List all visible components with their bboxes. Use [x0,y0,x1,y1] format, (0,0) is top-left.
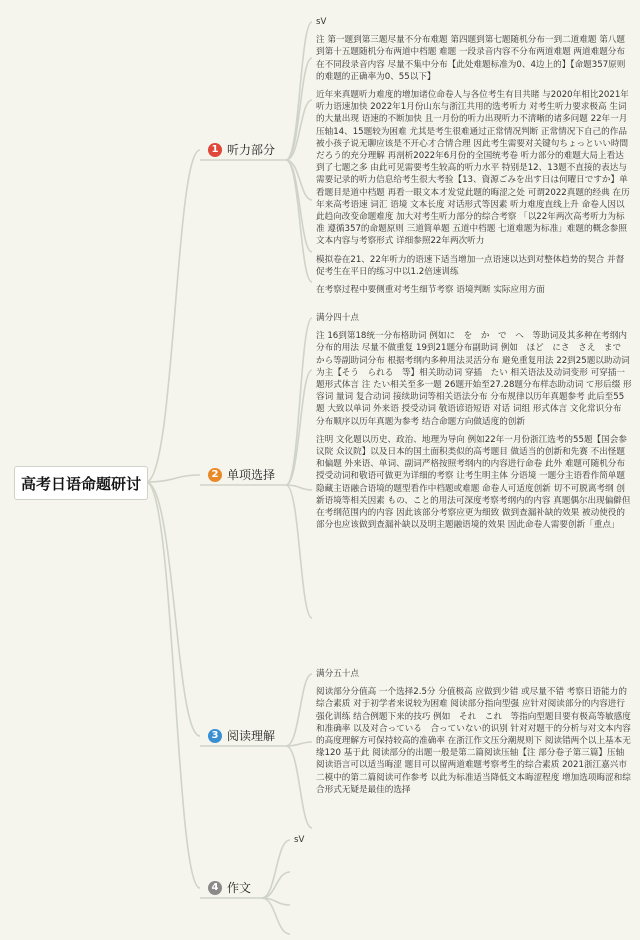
branch-number-badge: 1 [208,143,222,157]
note-text: 模拟卷在21、22年听力的语速下适当增加一点语速以达到对整体趋势的契合 并督促考生在平日的练习中以1.2倍速训练 [316,254,625,277]
branch-number-badge: 4 [208,881,222,895]
note-text: 注 16到第18统一分布格助词 例如に を か で へ 等助词及其多种在考纲内分布的用法 尽量不做重复 19到21题分布副助词 例如 ほど にさ さえ まで から等副助词分布 根据考纲内多种用法灵活分布 避免重复用法 22到25题以助动词为主【そう られる 等】相关助动词 穿插 たい 相关语法及动词变形 可穿插一题形式体言 注 たい相关至多一题 26题开始至27.28题分布样态助动词 て形后缀 形容词 量词 复合动词 接续助词等相关语法分布 分布规律以历年真题参考 此后至55题 大致以单词 外来语 授受动词 敬语谚语短语 对话 词组 形式体言 文化常识分布 分布顺序以历年真题为参考 结合命题方向做适度的创新 [316,331,632,427]
link-root-listening [146,150,200,482]
branch-reading[interactable] [208,727,275,744]
note-text: 注 第一题到第三题尽量不分布难题 第四题到第七题随机分布一到二道难题 第八题到第十五题随机分布两道中档题 难题 一段录音内容不分布两道难题 两道难题分布在不同段录音内容 尽量不集中分布【此处难题标准为0、4边上的】【命题357原则的难题的正确率为0、55以下】 [316,35,626,82]
note-text: 满分四十点 [316,313,359,323]
branch-number-badge: 2 [208,468,222,482]
note-text: 满分五十点 [316,669,359,679]
link-root-reading [146,482,200,736]
link-root-essay [146,482,200,888]
root-topic[interactable] [14,466,148,500]
note-text: sV [294,835,305,845]
root-title: 高考日语命题研讨 [20,474,141,493]
note-text: 注明 文化题以历史、政治、地理为导向 例如22年一月份浙江选考的55题【国会参议院 众议院】以及日本的国土面积类似的高考题目 做适当的创新和先赛 不出怪题和偏题 外来语、单词、副词严格按照考纲内的内容进行命卷 此外 难题可随机分布 授受动词和敬语可做更为详细的考察 让考生明主体 分语境 一题分主语看作简单题 隐藏主语融合语境的题型看作中档题或难题 命卷人可适度创新 切不可脱离考纲 创新语境等相关因素 もの、こと的用法可深度考察考纲内的内容 真题偶尔出现偏僻但在考纲范围内的内容 因此该部分考察应更为细致 做到查漏补缺的效果 被动使役的部分也应该做到查漏补缺以及明主题融语境的效果 因此命卷人需要创新「重点」 [316,434,631,531]
note-text: 在考察过程中要侧重对考生细节考察 语境判断 实际应用方面 [316,285,545,296]
branch-label: 听力部分 [227,143,276,157]
branch-label: 阅读理解 [227,729,276,743]
essay-notes [294,834,494,852]
link-root-choice [146,475,200,482]
branch-label: 作文 [227,881,252,895]
branch-essay[interactable] [208,879,251,896]
note-text: 近年来真题听力难度的增加诸位命卷人与各位考生有目共睹 与2020年相比2021年听力语速加快 2022年1月份山东与浙江共用的选考听力 对考生听力要求极高 生词的大量出现 语速的不断加快 且一月份的听力出现听力不清晰的诸多问题 22年一月压轴14、15题较为困难 尤其是考生很难通过正常情况判断 正常情况下自己的作品被小孩子说无聊应该是不开心才合情合理 因此考生需要对关键句ちょっといい時間だろう的充分理解 再剖析2022年6月份的全国统考卷 听力部分的难题大局上看达到了七题之多 由此可见需要考生较高的听力水平 特别是12、13题不直接的表达与需要记录的听力信息给考生很大考验【13、資源ごみを出す日は何曜日ですか】单看题目是道中档题 再看一眼文本才发觉此题的晦涩之处 可谓2022真题的经典 在历年来高考语速 词汇 语境 文本长度 对话形式等因素 听力难度直线上升 命卷人因以此趋向改变命题难度 加大对考生听力部分的综合考察 「以22年两次高考听力为标准 遵循357的命题原则 三道简单题 五道中档题 七道难题为标准」难题的概念参照文本内容与考察形式 详细参照22年两次听力 [316,90,630,247]
note-text: 阅读部分分值高 一个选择2.5分 分值极高 应做到少错 或尽量不错 考察日语能力的综合素质 对于初学者来说较为困难 阅读部分指向型强 应针对阅读部分的内容进行强化训练 结合例题下来的技巧 例如 それ これ 等指向型题目要有极高等敏感度和准确率 以及对合っている 合っていない的识别 针对对题干的分析与对文本内容的高度理解方可保持较高的准确率 在浙江作文压分潮规则下 阅读错两个以上基本无缘120 基于此 阅读部分的出题一般是第二篇阅读压轴【注 部分卷子第三篇】压轴阅读语言可以适当晦涩 题目可以留两道难题考察考生的综合素质 2021浙江嘉兴市二模中的第二篇阅读可作参考 以此为标准适当降低文本晦涩程度 增加选项晦涩和综合形式无疑是最佳的选择 [316,687,631,795]
branch-single-choice[interactable] [208,466,275,483]
branch-listening[interactable] [208,141,275,158]
branch-label: 单项选择 [227,468,276,482]
single-choice-notes [316,312,632,537]
branch-number-badge: 3 [208,729,222,743]
listening-notes [316,16,632,302]
reading-notes [316,668,632,802]
note-text: sV [316,17,327,27]
